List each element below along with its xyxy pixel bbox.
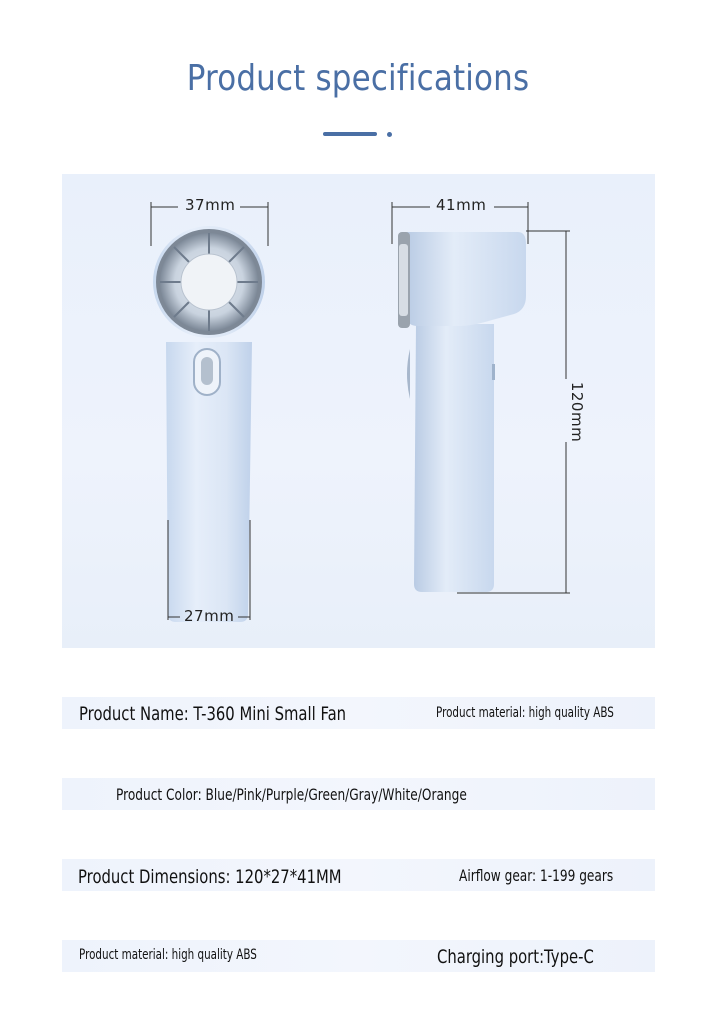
side-view: [398, 232, 526, 592]
product-drawing: [62, 174, 655, 648]
dimension-height: 120mm: [568, 381, 587, 443]
dimension-handle-width: 27mm: [184, 607, 235, 625]
spec-product-dimensions: Product Dimensions: 120*27*41MM: [78, 866, 342, 888]
spec-material-top: Product material: high quality ABS: [436, 705, 614, 721]
title-dot: [387, 132, 392, 137]
spec-airflow-gear: Airflow gear: 1-199 gears: [459, 866, 614, 885]
dimension-side-depth: 41mm: [436, 196, 487, 214]
spec-product-color: Product Color: Blue/Pink/Purple/Green/Gray/White/Orange: [116, 785, 467, 804]
dimension-front-width: 37mm: [185, 196, 236, 214]
front-view: [153, 226, 265, 622]
product-illustration-panel: [62, 174, 655, 648]
page-title: Product specifications: [186, 58, 530, 99]
spec-charging-port: Charging port:Type-C: [437, 946, 594, 968]
spec-material-bottom: Product material: high quality ABS: [79, 947, 257, 963]
title-underline: [323, 132, 377, 136]
spec-product-name: Product Name: T-360 Mini Small Fan: [79, 703, 347, 725]
